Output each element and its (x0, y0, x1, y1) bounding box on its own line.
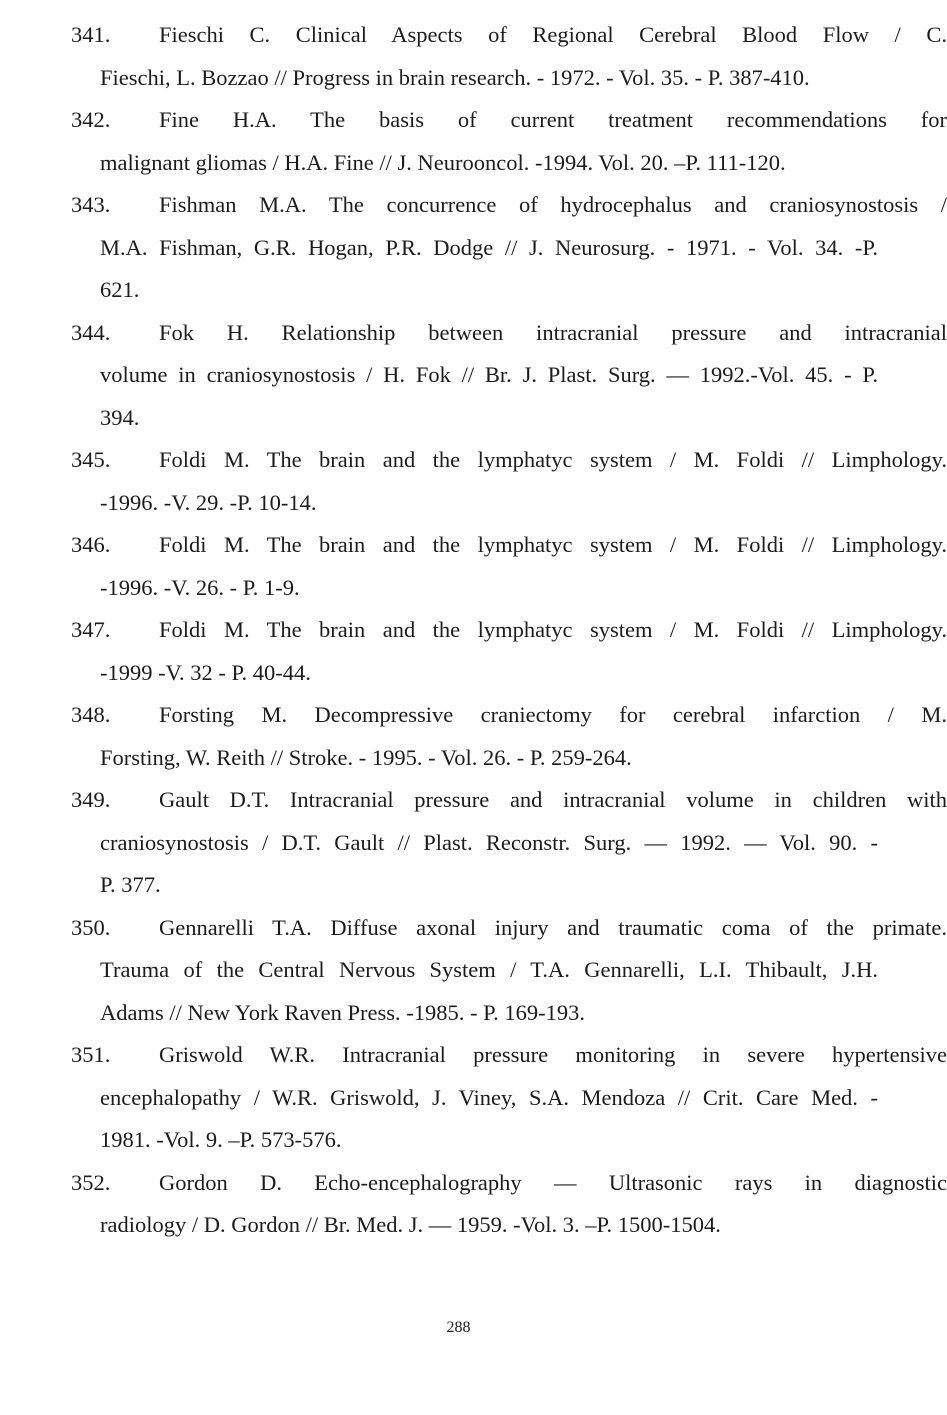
reference-number: 348. (71, 702, 111, 727)
reference-item (0, 524, 947, 609)
reference-first-line (0, 14, 947, 57)
reference-text-start: Fishman M.A. The concurrence of hydrocephalus and craniosynostosis / (159, 192, 947, 217)
page-number: 288 (446, 1319, 471, 1336)
reference-text-line: -1999 -V. 32 - P. 40-44. (100, 659, 311, 685)
reference-text-line: radiology / D. Gordon // Br. Med. J. — 1959. -Vol. 3. –P. 1500-1504. (100, 1212, 721, 1237)
reference-item (0, 14, 947, 99)
reference-text-start: Gordon D. Echo-encephalography — Ultrasonic rays in diagnostic (159, 1169, 947, 1195)
reference-number: 344. (71, 319, 111, 345)
reference-continuation (100, 652, 878, 695)
reference-first-line (0, 779, 947, 822)
reference-text-line: encephalopathy / W.R. Griswold, J. Viney, S.A. Mendoza // Crit. Care Med. - (100, 1084, 878, 1110)
reference-continuation (100, 567, 878, 610)
reference-continuation (100, 57, 878, 100)
reference-first-line (0, 694, 947, 737)
reference-number: 341. (71, 22, 111, 47)
reference-text-line: malignant gliomas / H.A. Fine // J. Neurooncol. -1994. Vol. 20. –P. 111-120. (100, 149, 786, 175)
reference-first-line (0, 312, 947, 355)
reference-item (0, 609, 947, 694)
reference-list (0, 14, 947, 1247)
reference-text-start: Fok H. Relationship between intracranial pressure and intracranial (159, 319, 947, 345)
reference-item (0, 1034, 947, 1162)
reference-number: 343. (71, 192, 111, 217)
reference-text-start: Forsting M. Decompressive craniectomy for cerebral infarction / M. (159, 702, 947, 727)
reference-text-line: Adams // New York Raven Press. -1985. - P. 169-193. (100, 999, 585, 1025)
reference-text-line: 621. (100, 277, 140, 302)
reference-first-line (0, 609, 947, 652)
reference-number: 352. (71, 1169, 111, 1195)
reference-number: 342. (71, 107, 111, 132)
reference-item (0, 439, 947, 524)
reference-text-start: Fine H.A. The basis of current treatment recommendations for (159, 107, 947, 132)
reference-continuation (100, 482, 878, 525)
reference-first-line (0, 907, 947, 950)
reference-text-start: Fieschi C. Clinical Aspects of Regional Cerebral Blood Flow / C. (159, 22, 947, 47)
reference-text-line: Trauma of the Central Nervous System / T.A. Gennarelli, L.I. Thibault, J.H. (100, 957, 878, 982)
reference-item (0, 99, 947, 184)
reference-text-line: 394. (100, 404, 140, 430)
reference-first-line (0, 439, 947, 482)
reference-item (0, 184, 947, 312)
reference-continuation (100, 1204, 878, 1247)
reference-number: 350. (71, 914, 111, 940)
reference-continuation (100, 1077, 878, 1162)
reference-text-line: Forsting, W. Reith // Stroke. - 1995. - Vol. 26. - P. 259-264. (100, 744, 632, 770)
reference-text-line: -1996. -V. 26. - P. 1-9. (100, 574, 300, 600)
reference-item (0, 694, 947, 779)
reference-number: 345. (71, 447, 111, 472)
reference-continuation (100, 822, 878, 907)
reference-text-line: craniosynostosis / D.T. Gault // Plast. Reconstr. Surg. — 1992. — Vol. 90. - (100, 829, 878, 855)
reference-continuation (100, 354, 878, 439)
reference-continuation (100, 227, 878, 312)
reference-text-line: 1981. -Vol. 9. –P. 573-576. (100, 1127, 342, 1152)
reference-item (0, 1162, 947, 1247)
reference-text-line: -1996. -V. 29. -P. 10-14. (100, 489, 317, 515)
reference-number: 346. (71, 532, 111, 557)
reference-text-start: Foldi M. The brain and the lymphatyc system / M. Foldi // Limphology. (159, 447, 947, 472)
reference-continuation (100, 949, 878, 1034)
reference-continuation (100, 142, 878, 185)
reference-number: 347. (71, 617, 111, 642)
reference-first-line (0, 99, 947, 142)
reference-text-line: volume in craniosynostosis / H. Fok // Br. J. Plast. Surg. — 1992.-Vol. 45. - P. (100, 362, 878, 387)
reference-continuation (100, 737, 878, 780)
reference-number: 349. (71, 787, 111, 812)
reference-first-line (0, 1162, 947, 1205)
reference-first-line (0, 524, 947, 567)
reference-item (0, 312, 947, 440)
reference-text-start: Gault D.T. Intracranial pressure and intracranial volume in children with (159, 787, 947, 812)
reference-text-line: M.A. Fishman, G.R. Hogan, P.R. Dodge // J. Neurosurg. - 1971. - Vol. 34. -P. (100, 234, 878, 260)
reference-first-line (0, 184, 947, 227)
reference-item (0, 779, 947, 907)
reference-text-start: Griswold W.R. Intracranial pressure monitoring in severe hypertensive (159, 1042, 947, 1067)
reference-text-start: Gennarelli T.A. Diffuse axonal injury and traumatic coma of the primate. (159, 914, 947, 940)
reference-first-line (0, 1034, 947, 1077)
reference-text-line: P. 377. (100, 872, 161, 897)
reference-number: 351. (71, 1042, 111, 1067)
reference-text-start: Foldi M. The brain and the lymphatyc system / M. Foldi // Limphology. (159, 532, 947, 557)
reference-text-line: Fieschi, L. Bozzao // Progress in brain research. - 1972. - Vol. 35. - P. 387-410. (100, 64, 810, 90)
reference-text-start: Foldi M. The brain and the lymphatyc system / M. Foldi // Limphology. (159, 617, 947, 642)
reference-item (0, 907, 947, 1035)
